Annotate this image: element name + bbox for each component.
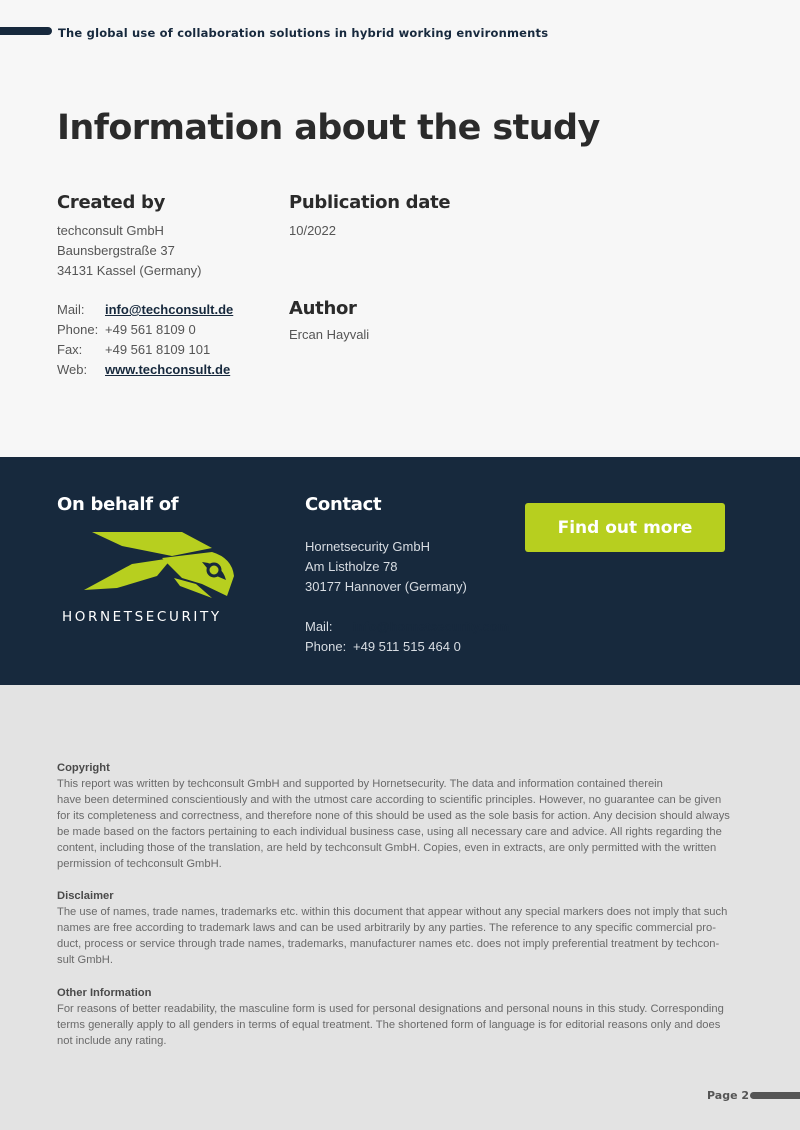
copyright-line: content, including those of the translation, are held by techconsult GmbH. Copies, even in extracts, are only permitted with the written — [57, 842, 717, 854]
copyright-line: permission of techconsult GmbH. — [57, 858, 222, 870]
mail-link[interactable]: info@techconsult.de — [105, 302, 234, 317]
copyright-line: be made based on the factors pertaining to each individual business case, using all necessary care and advice. All rights regarding the — [57, 826, 722, 838]
copyright-line: have been determined conscientiously and with the utmost care according to scientific principles. However, no guarantee can be given — [57, 794, 722, 806]
other-information-block — [57, 985, 747, 1049]
contact-address — [305, 537, 467, 597]
on-behalf-heading: On behalf of — [57, 494, 179, 515]
contact-address-line: Hornetsecurity GmbH — [305, 539, 430, 554]
other-information-line: not include any rating. — [57, 1035, 167, 1047]
disclaimer-line: duct, process or service through trade names, trademarks, manufacturer names etc. does not imply preferential treatment by techcon- — [57, 938, 720, 950]
contact-mail-link[interactable]: info@hornetsecurity.com — [353, 619, 510, 634]
disclaimer-line: sult GmbH. — [57, 954, 113, 966]
mail-label: Mail: — [57, 302, 85, 317]
address-line: 34131 Kassel (Germany) — [57, 263, 202, 278]
fax-value: +49 561 8109 101 — [105, 342, 211, 357]
contact-address-line: 30177 Hannover (Germany) — [305, 579, 467, 594]
publication-date-heading: Publication date — [289, 192, 451, 213]
other-information-line: For reasons of better readability, the masculine form is used for personal designations and personal nouns in this study. Corresponding — [57, 1003, 724, 1015]
author-section — [289, 298, 369, 345]
web-row — [57, 360, 233, 380]
copyright-block — [57, 760, 747, 872]
page-title: Information about the study — [57, 108, 600, 148]
footer-accent-bar — [750, 1092, 800, 1099]
disclaimer-block — [57, 888, 747, 968]
header-accent-bar — [0, 27, 52, 35]
web-link[interactable]: www.techconsult.de — [105, 362, 231, 377]
phone-row — [57, 320, 233, 340]
contact-mail-row — [305, 617, 509, 637]
other-information-line: terms generally apply to all genders in terms of equal treatment. The shortened form of language is for editorial reasons only and does — [57, 1019, 721, 1031]
copyright-heading: Copyright — [57, 762, 110, 774]
phone-label: Phone: — [57, 322, 99, 337]
phone-value: +49 561 8109 0 — [105, 322, 196, 337]
contact-heading: Contact — [305, 494, 382, 515]
created-by-heading: Created by — [57, 192, 166, 213]
hornetsecurity-contact-details — [305, 617, 509, 657]
contact-phone-row — [305, 637, 509, 657]
contact-mail-label: Mail: — [305, 619, 333, 634]
fax-label: Fax: — [57, 342, 83, 357]
hornetsecurity-logo-text: HORNETSECURITY — [62, 609, 222, 625]
contact-phone-value: +49 511 515 464 0 — [353, 639, 461, 654]
author-name: Ercan Hayvali — [289, 327, 370, 342]
disclaimer-heading: Disclaimer — [57, 890, 114, 902]
page-number: Page 2 — [707, 1089, 750, 1102]
address-line: Baunsbergstraße 37 — [57, 243, 175, 258]
disclaimer-line: names are free according to trademark laws and can be used arbitrarily by any parties. The reference to any specific commercial pro- — [57, 922, 716, 934]
copyright-line: for its completeness and correctness, and therefore none of this should be used as the sole basis for action. Any decision should always — [57, 810, 730, 822]
publication-date-section — [289, 192, 450, 241]
mail-row — [57, 300, 233, 320]
find-out-more-button[interactable]: Find out more — [525, 503, 725, 552]
copyright-line: This report was written by techconsult GmbH and supported by Hornetsecurity. The data and information contained therein — [57, 778, 663, 790]
created-by-section — [57, 192, 202, 281]
contact-phone-label: Phone: — [305, 639, 347, 654]
address-line: techconsult GmbH — [57, 223, 164, 238]
disclaimer-line: The use of names, trade names, trademarks etc. within this document that appear without any special markers does not imply that such — [57, 906, 728, 918]
publication-date-value: 10/2022 — [289, 223, 336, 238]
web-label: Web: — [57, 362, 88, 377]
contact-address-line: Am Listholze 78 — [305, 559, 398, 574]
techconsult-contact-details — [57, 300, 233, 380]
fax-row — [57, 340, 233, 360]
document-header-title: The global use of collaboration solutions in hybrid working environments — [58, 26, 549, 40]
other-information-heading: Other Information — [57, 987, 152, 999]
author-heading: Author — [289, 298, 357, 319]
